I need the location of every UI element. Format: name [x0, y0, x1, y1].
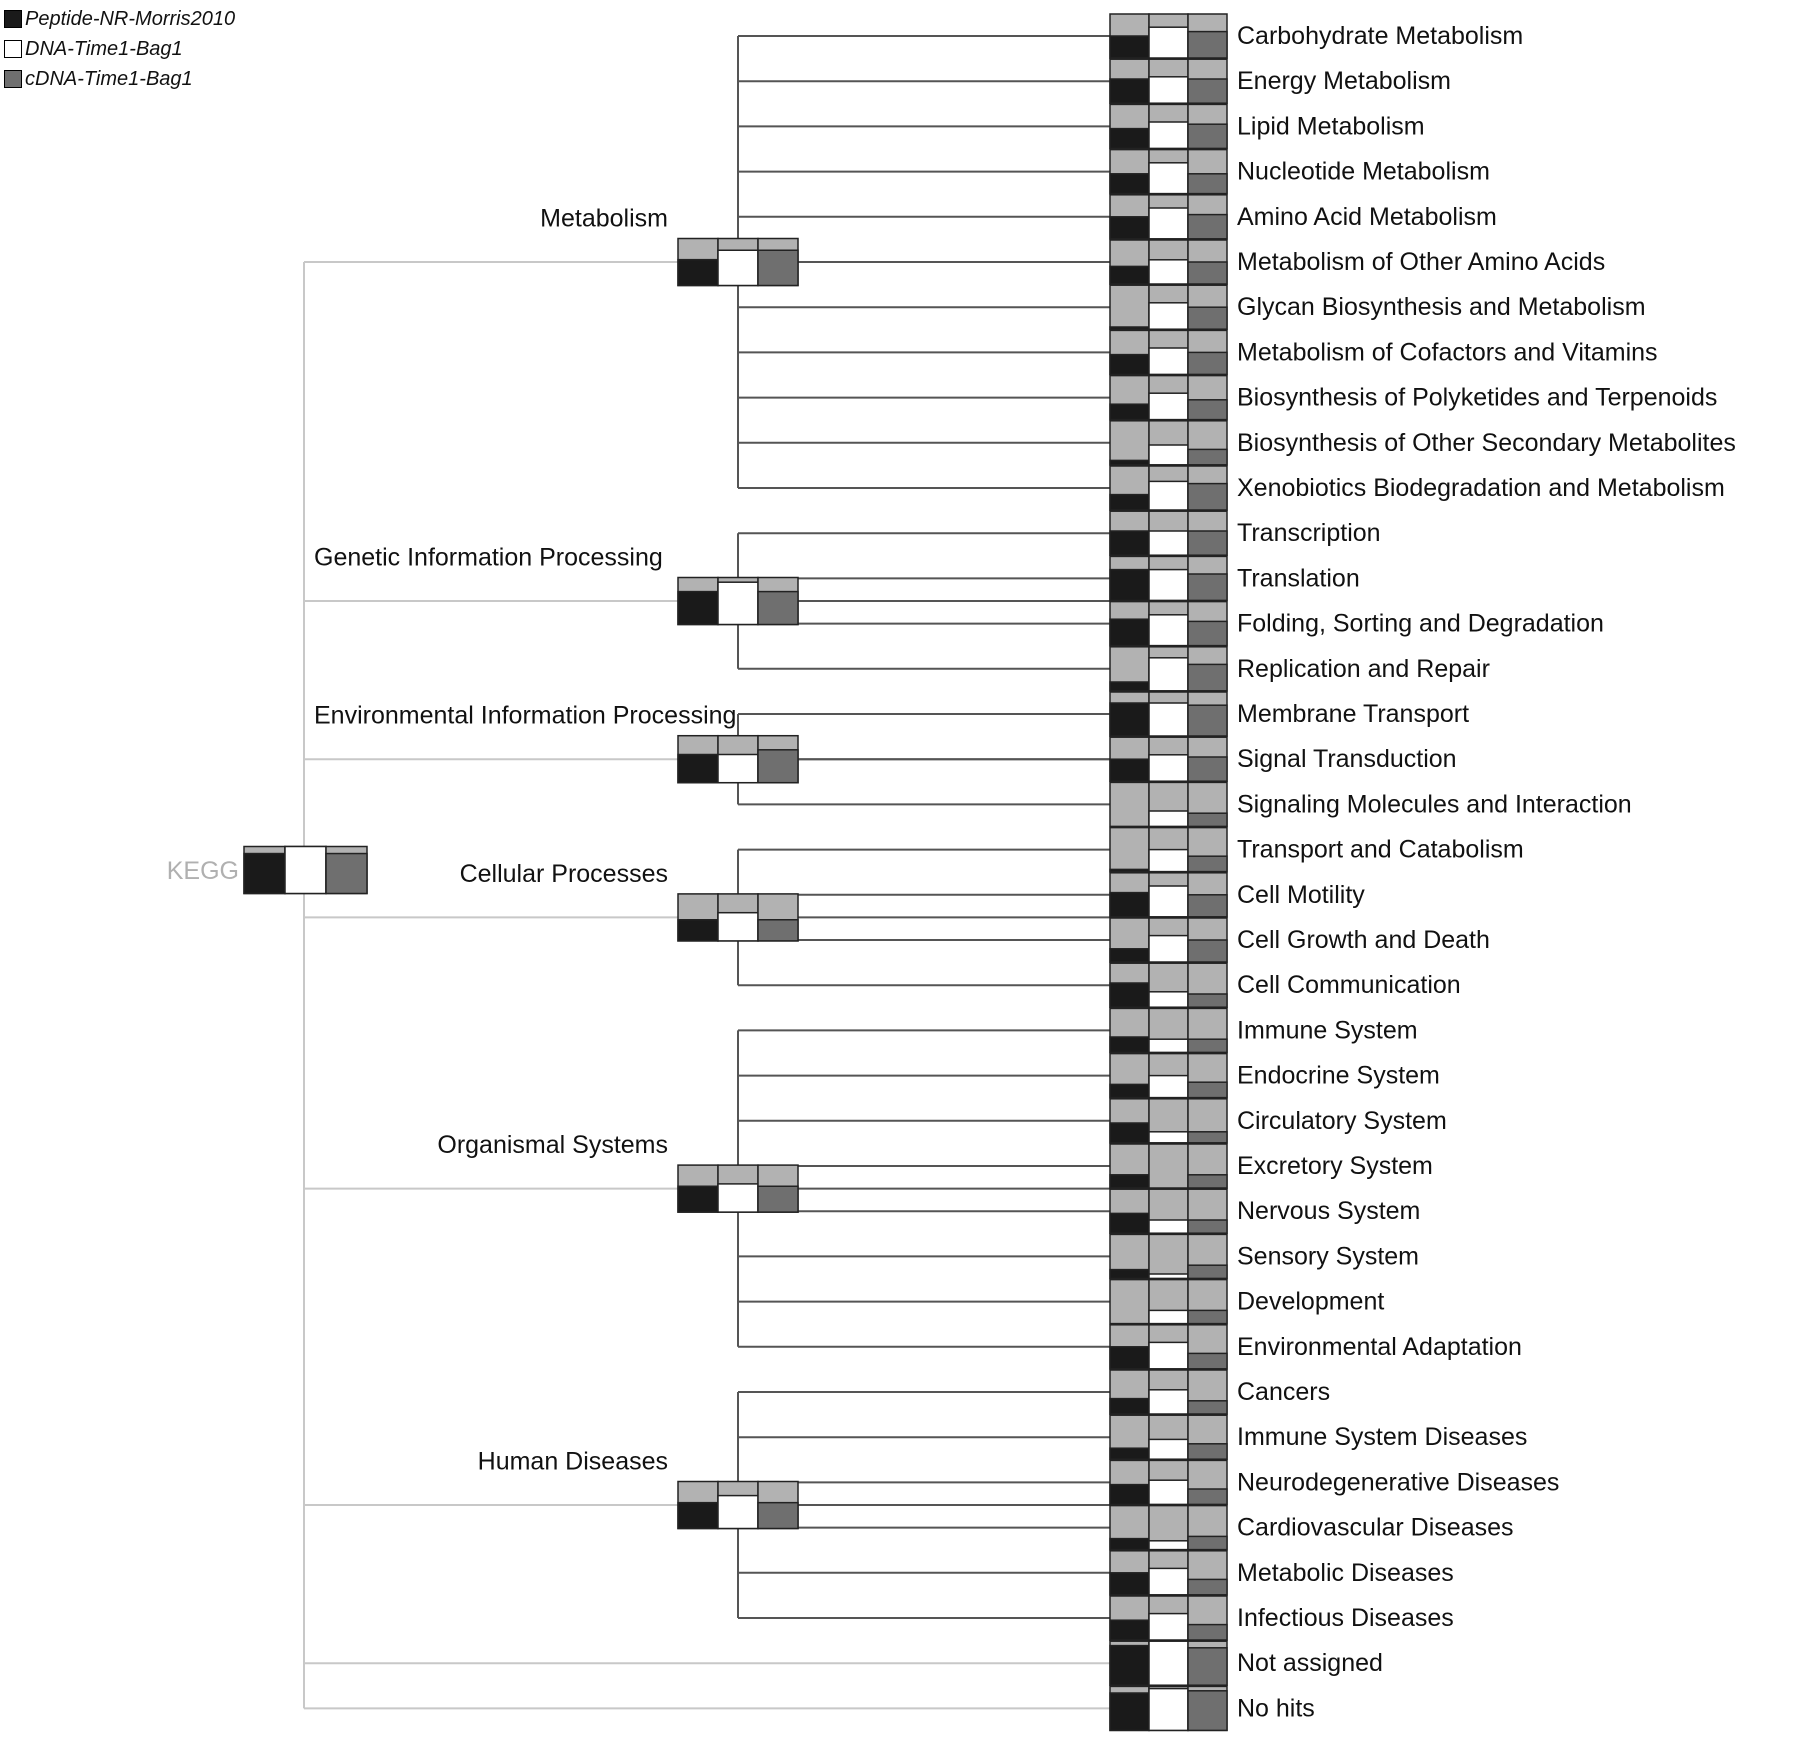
- leaf-transport-and-catabolism-cdna-bar: [1188, 856, 1227, 871]
- leaf-endocrine-system-peptide-bar: [1110, 1084, 1149, 1097]
- root-kegg-cdna-bar: [326, 854, 367, 894]
- leaf-immune-system-diseases-cdna-bar: [1188, 1444, 1227, 1459]
- legend: [4, 4, 235, 94]
- leaf-folding-sorting-and-degradation-label: Folding, Sorting and Degradation: [1237, 609, 1604, 638]
- leaf-nucleotide-metabolism-peptide-bar: [1110, 174, 1149, 194]
- leaf-nucleotide-metabolism-dna-bar: [1149, 163, 1188, 194]
- leaf-cardiovascular-diseases-label: Cardiovascular Diseases: [1237, 1513, 1514, 1542]
- leaf-folding-sorting-and-degradation-dna-bar: [1149, 615, 1188, 646]
- leaf-environmental-adaptation-cdna-bar: [1188, 1353, 1227, 1368]
- leaf-transport-and-catabolism-dna-bar: [1149, 850, 1188, 872]
- leaf-transport-and-catabolism-label: Transport and Catabolism: [1237, 835, 1524, 864]
- leaf-membrane-transport-peptide-bar: [1110, 703, 1149, 736]
- leaf-neurodegenerative-diseases-dna-bar: [1149, 1480, 1188, 1504]
- leaf-cell-growth-and-death-peptide-bar: [1110, 949, 1149, 962]
- legend-swatch-dna: [4, 40, 22, 58]
- leaf-signaling-molecules-and-interaction-dna-bar: [1149, 811, 1188, 826]
- leaf-neurodegenerative-diseases-label: Neurodegenerative Diseases: [1237, 1468, 1560, 1497]
- leaf-carbohydrate-metabolism-cdna-bar: [1188, 32, 1227, 58]
- leaf-membrane-transport-cdna-bar: [1188, 705, 1227, 736]
- leaf-nervous-system-peptide-bar: [1110, 1213, 1149, 1233]
- leaf-amino-acid-metabolism-dna-bar: [1149, 208, 1188, 239]
- legend-label-cdna: cDNA-Time1-Bag1: [25, 67, 193, 90]
- leaf-sensory-system-dna-cell: [1149, 1234, 1188, 1278]
- leaf-lipid-metabolism-peptide-bar: [1110, 129, 1149, 149]
- leaf-cardiovascular-diseases-cdna-bar: [1188, 1536, 1227, 1549]
- group-cellular-processes-label: Cellular Processes: [459, 859, 668, 888]
- leaf-development-peptide-cell: [1110, 1280, 1149, 1324]
- leaf-cell-growth-and-death-cdna-bar: [1188, 940, 1227, 962]
- leaf-amino-acid-metabolism-cdna-bar: [1188, 215, 1227, 239]
- legend-item-dna: [4, 34, 235, 64]
- leaf-biosynthesis-of-other-secondary-metabolites-dna-bar: [1149, 445, 1188, 465]
- leaf-metabolism-of-cofactors-and-vitamins-dna-bar: [1149, 348, 1188, 374]
- leaf-signal-transduction-label: Signal Transduction: [1237, 745, 1457, 774]
- leaf-cancers-cdna-bar: [1188, 1401, 1227, 1414]
- group-organismal-systems-dna-bar: [718, 1184, 758, 1212]
- leaf-xenobiotics-biodegradation-and-metabolism-peptide-bar: [1110, 495, 1149, 510]
- root-kegg-dna-bar: [285, 847, 326, 894]
- group-genetic-information-processing-dna-bar: [718, 582, 758, 624]
- leaf-glycan-biosynthesis-and-metabolism-peptide-bar: [1110, 327, 1149, 329]
- group-metabolism-cdna-bar: [758, 250, 798, 285]
- leaf-signaling-molecules-and-interaction-label: Signaling Molecules and Interaction: [1237, 790, 1632, 819]
- leaf-lipid-metabolism-dna-bar: [1149, 122, 1188, 148]
- group-genetic-information-processing-cdna-bar: [758, 592, 798, 625]
- leaf-glycan-biosynthesis-and-metabolism-peptide-cell: [1110, 285, 1149, 329]
- leaf-nervous-system-dna-bar: [1149, 1220, 1188, 1233]
- group-genetic-information-processing-label: Genetic Information Processing: [314, 543, 663, 572]
- leaf-excretory-system-peptide-bar: [1110, 1175, 1149, 1188]
- leaf-metabolic-diseases-cdna-bar: [1188, 1579, 1227, 1594]
- group-environmental-information-processing-label: Environmental Information Processing: [314, 701, 737, 730]
- group-organismal-systems-label: Organismal Systems: [437, 1131, 668, 1160]
- leaf-infectious-diseases-cdna-bar: [1188, 1625, 1227, 1640]
- leaf-no-hits-peptide-bar: [1110, 1693, 1149, 1730]
- group-organismal-systems-cdna-bar: [758, 1186, 798, 1212]
- leaf-metabolic-diseases-label: Metabolic Diseases: [1237, 1558, 1454, 1587]
- leaf-signaling-molecules-and-interaction-cdna-bar: [1188, 813, 1227, 826]
- leaf-neurodegenerative-diseases-peptide-bar: [1110, 1485, 1149, 1505]
- leaf-amino-acid-metabolism-label: Amino Acid Metabolism: [1237, 202, 1497, 231]
- leaf-carbohydrate-metabolism-peptide-bar: [1110, 36, 1149, 58]
- group-environmental-information-processing-peptide-bar: [678, 755, 718, 783]
- leaf-signal-transduction-peptide-bar: [1110, 759, 1149, 781]
- group-cellular-processes-dna-bar: [718, 913, 758, 941]
- leaf-transport-and-catabolism-peptide-bar: [1110, 869, 1149, 871]
- group-human-diseases-cdna-bar: [758, 1503, 798, 1529]
- group-metabolism-dna-bar: [718, 250, 758, 285]
- leaf-nervous-system-label: Nervous System: [1237, 1197, 1421, 1226]
- leaf-biosynthesis-of-polyketides-and-terpenoids-dna-bar: [1149, 393, 1188, 419]
- leaf-lipid-metabolism-label: Lipid Metabolism: [1237, 112, 1425, 141]
- leaf-energy-metabolism-cdna-bar: [1188, 79, 1227, 103]
- leaf-immune-system-cdna-bar: [1188, 1039, 1227, 1052]
- group-metabolism-peptide-bar: [678, 260, 718, 286]
- leaf-cardiovascular-diseases-peptide-bar: [1110, 1539, 1149, 1550]
- leaf-cancers-dna-bar: [1149, 1390, 1188, 1414]
- leaf-cell-communication-dna-bar: [1149, 992, 1188, 1007]
- leaf-excretory-system-dna-cell: [1149, 1144, 1188, 1188]
- leaf-biosynthesis-of-other-secondary-metabolites-peptide-cell: [1110, 421, 1149, 465]
- leaf-biosynthesis-of-other-secondary-metabolites-cdna-bar: [1188, 449, 1227, 464]
- leaf-carbohydrate-metabolism-label: Carbohydrate Metabolism: [1237, 22, 1524, 50]
- leaf-cell-motility-peptide-bar: [1110, 893, 1149, 917]
- leaf-signaling-molecules-and-interaction-peptide-cell: [1110, 782, 1149, 826]
- leaf-glycan-biosynthesis-and-metabolism-dna-bar: [1149, 303, 1188, 329]
- leaf-lipid-metabolism-cdna-bar: [1188, 124, 1227, 148]
- legend-label-peptide: Peptide-NR-Morris2010: [25, 7, 236, 30]
- leaf-sensory-system-label: Sensory System: [1237, 1242, 1420, 1271]
- leaf-metabolism-of-other-amino-acids-dna-bar: [1149, 260, 1188, 284]
- leaf-cell-motility-cdna-bar: [1188, 895, 1227, 917]
- leaf-cardiovascular-diseases-dna-bar: [1149, 1541, 1188, 1550]
- leaf-translation-peptide-bar: [1110, 570, 1149, 601]
- leaf-no-hits-cdna-bar: [1188, 1691, 1227, 1731]
- leaf-replication-and-repair-dna-bar: [1149, 658, 1188, 691]
- leaf-circulatory-system-cdna-bar: [1188, 1132, 1227, 1143]
- leaf-folding-sorting-and-degradation-peptide-bar: [1110, 619, 1149, 645]
- leaf-metabolism-of-cofactors-and-vitamins-peptide-bar: [1110, 355, 1149, 375]
- group-environmental-information-processing-cdna-bar: [758, 750, 798, 783]
- leaf-carbohydrate-metabolism-dna-bar: [1149, 27, 1188, 58]
- leaf-energy-metabolism-peptide-bar: [1110, 79, 1149, 103]
- leaf-cell-communication-cdna-bar: [1188, 994, 1227, 1007]
- legend-label-dna: DNA-Time1-Bag1: [25, 37, 183, 60]
- leaf-cancers-label: Cancers: [1237, 1378, 1331, 1406]
- leaf-sensory-system-cdna-bar: [1188, 1265, 1227, 1278]
- leaf-sensory-system-dna-bar: [1149, 1274, 1188, 1278]
- root-kegg-peptide-bar: [244, 854, 285, 894]
- leaf-translation-label: Translation: [1237, 564, 1360, 593]
- legend-swatch-cdna: [4, 70, 22, 88]
- group-human-diseases-dna-bar: [718, 1496, 758, 1529]
- leaf-cell-growth-and-death-dna-bar: [1149, 936, 1188, 962]
- leaf-replication-and-repair-label: Replication and Repair: [1237, 654, 1490, 683]
- leaf-no-hits-dna-bar: [1149, 1689, 1188, 1731]
- leaf-xenobiotics-biodegradation-and-metabolism-label: Xenobiotics Biodegradation and Metabolism: [1237, 474, 1725, 502]
- legend-swatch-peptide: [4, 10, 22, 28]
- leaf-excretory-system-label: Excretory System: [1237, 1152, 1433, 1180]
- group-genetic-information-processing-peptide-bar: [678, 592, 718, 625]
- leaf-cell-communication-label: Cell Communication: [1237, 971, 1461, 1000]
- leaf-replication-and-repair-peptide-bar: [1110, 682, 1149, 691]
- leaf-metabolism-of-other-amino-acids-cdna-bar: [1188, 262, 1227, 284]
- leaf-cell-motility-label: Cell Motility: [1237, 880, 1365, 909]
- leaf-amino-acid-metabolism-peptide-bar: [1110, 217, 1149, 239]
- group-environmental-information-processing-dna-bar: [718, 755, 758, 783]
- group-human-diseases-peptide-bar: [678, 1503, 718, 1529]
- leaf-sensory-system-peptide-bar: [1110, 1270, 1149, 1279]
- leaf-excretory-system-cdna-bar: [1188, 1175, 1227, 1188]
- leaf-replication-and-repair-cdna-bar: [1188, 664, 1227, 690]
- leaf-environmental-adaptation-label: Environmental Adaptation: [1237, 1332, 1522, 1361]
- group-cellular-processes-cdna-bar: [758, 920, 798, 941]
- leaf-folding-sorting-and-degradation-cdna-bar: [1188, 621, 1227, 645]
- leaf-immune-system-peptide-bar: [1110, 1037, 1149, 1052]
- group-organismal-systems-peptide-bar: [678, 1186, 718, 1212]
- leaf-not-assigned-label: Not assigned: [1237, 1649, 1383, 1678]
- leaf-development-cdna-bar: [1188, 1310, 1227, 1323]
- leaf-membrane-transport-label: Membrane Transport: [1237, 700, 1470, 728]
- leaf-biosynthesis-of-polyketides-and-terpenoids-peptide-bar: [1110, 404, 1149, 419]
- leaf-cancers-peptide-bar: [1110, 1399, 1149, 1414]
- leaf-infectious-diseases-peptide-bar: [1110, 1620, 1149, 1640]
- leaf-cell-communication-peptide-bar: [1110, 983, 1149, 1007]
- leaf-not-assigned-peptide-bar: [1110, 1646, 1149, 1686]
- leaf-xenobiotics-biodegradation-and-metabolism-dna-bar: [1149, 481, 1188, 510]
- legend-item-peptide: [4, 4, 235, 34]
- leaf-circulatory-system-peptide-bar: [1110, 1123, 1149, 1143]
- group-human-diseases-label: Human Diseases: [477, 1447, 668, 1476]
- leaf-metabolism-of-cofactors-and-vitamins-cdna-bar: [1188, 352, 1227, 374]
- leaf-translation-dna-bar: [1149, 570, 1188, 601]
- leaf-immune-system-diseases-dna-bar: [1149, 1439, 1188, 1459]
- leaf-not-assigned-cdna-bar: [1188, 1648, 1227, 1685]
- leaf-transcription-peptide-bar: [1110, 531, 1149, 555]
- leaf-xenobiotics-biodegradation-and-metabolism-cdna-bar: [1188, 484, 1227, 510]
- leaf-energy-metabolism-dna-bar: [1149, 77, 1188, 103]
- legend-item-cdna: [4, 64, 235, 94]
- leaf-metabolic-diseases-dna-bar: [1149, 1568, 1188, 1594]
- leaf-environmental-adaptation-dna-bar: [1149, 1342, 1188, 1368]
- leaf-transcription-dna-bar: [1149, 531, 1188, 555]
- leaf-immune-system-diseases-peptide-bar: [1110, 1448, 1149, 1459]
- leaf-signal-transduction-cdna-bar: [1188, 757, 1227, 781]
- leaf-circulatory-system-dna-bar: [1149, 1132, 1188, 1143]
- leaf-membrane-transport-dna-bar: [1149, 703, 1188, 736]
- leaf-transcription-cdna-bar: [1188, 531, 1227, 555]
- leaf-metabolism-of-cofactors-and-vitamins-label: Metabolism of Cofactors and Vitamins: [1237, 338, 1658, 367]
- leaf-signal-transduction-dna-bar: [1149, 755, 1188, 781]
- leaf-glycan-biosynthesis-and-metabolism-label: Glycan Biosynthesis and Metabolism: [1237, 293, 1646, 322]
- group-cellular-processes-peptide-bar: [678, 920, 718, 941]
- leaf-glycan-biosynthesis-and-metabolism-cdna-bar: [1188, 307, 1227, 329]
- leaf-cell-growth-and-death-label: Cell Growth and Death: [1237, 926, 1490, 954]
- root-kegg-label: KEGG: [166, 857, 239, 885]
- leaf-environmental-adaptation-peptide-bar: [1110, 1347, 1149, 1369]
- leaf-development-dna-bar: [1149, 1310, 1188, 1323]
- leaf-nucleotide-metabolism-label: Nucleotide Metabolism: [1237, 157, 1490, 186]
- leaf-no-hits-label: No hits: [1237, 1694, 1315, 1723]
- leaf-metabolism-of-other-amino-acids-label: Metabolism of Other Amino Acids: [1237, 248, 1606, 276]
- leaf-neurodegenerative-diseases-cdna-bar: [1188, 1489, 1227, 1504]
- leaf-nucleotide-metabolism-cdna-bar: [1188, 174, 1227, 194]
- leaf-biosynthesis-of-polyketides-and-terpenoids-label: Biosynthesis of Polyketides and Terpenoids: [1237, 383, 1718, 412]
- leaf-infectious-diseases-dna-bar: [1149, 1614, 1188, 1640]
- leaf-energy-metabolism-label: Energy Metabolism: [1237, 67, 1451, 96]
- leaf-development-label: Development: [1237, 1287, 1385, 1316]
- leaf-translation-cdna-bar: [1188, 574, 1227, 600]
- leaf-endocrine-system-cdna-bar: [1188, 1082, 1227, 1097]
- leaf-transport-and-catabolism-peptide-cell: [1110, 828, 1149, 872]
- leaf-cell-motility-dna-bar: [1149, 886, 1188, 917]
- group-metabolism-label: Metabolism: [540, 204, 668, 233]
- leaf-immune-system-label: Immune System: [1237, 1016, 1418, 1045]
- leaf-metabolic-diseases-peptide-bar: [1110, 1573, 1149, 1595]
- leaf-metabolism-of-other-amino-acids-peptide-bar: [1110, 266, 1149, 284]
- leaf-immune-system-dna-bar: [1149, 1039, 1188, 1052]
- leaf-biosynthesis-of-other-secondary-metabolites-label: Biosynthesis of Other Secondary Metabolites: [1237, 428, 1736, 457]
- leaf-biosynthesis-of-other-secondary-metabolites-peptide-bar: [1110, 460, 1149, 464]
- leaf-biosynthesis-of-polyketides-and-terpenoids-cdna-bar: [1188, 400, 1227, 420]
- leaf-immune-system-diseases-label: Immune System Diseases: [1237, 1423, 1528, 1452]
- leaf-infectious-diseases-label: Infectious Diseases: [1237, 1604, 1454, 1632]
- leaf-endocrine-system-dna-bar: [1149, 1076, 1188, 1098]
- leaf-transcription-label: Transcription: [1237, 519, 1381, 548]
- leaf-nervous-system-cdna-bar: [1188, 1220, 1227, 1233]
- leaf-circulatory-system-label: Circulatory System: [1237, 1106, 1447, 1135]
- leaf-endocrine-system-label: Endocrine System: [1237, 1061, 1440, 1090]
- leaf-not-assigned-dna-bar: [1149, 1641, 1188, 1685]
